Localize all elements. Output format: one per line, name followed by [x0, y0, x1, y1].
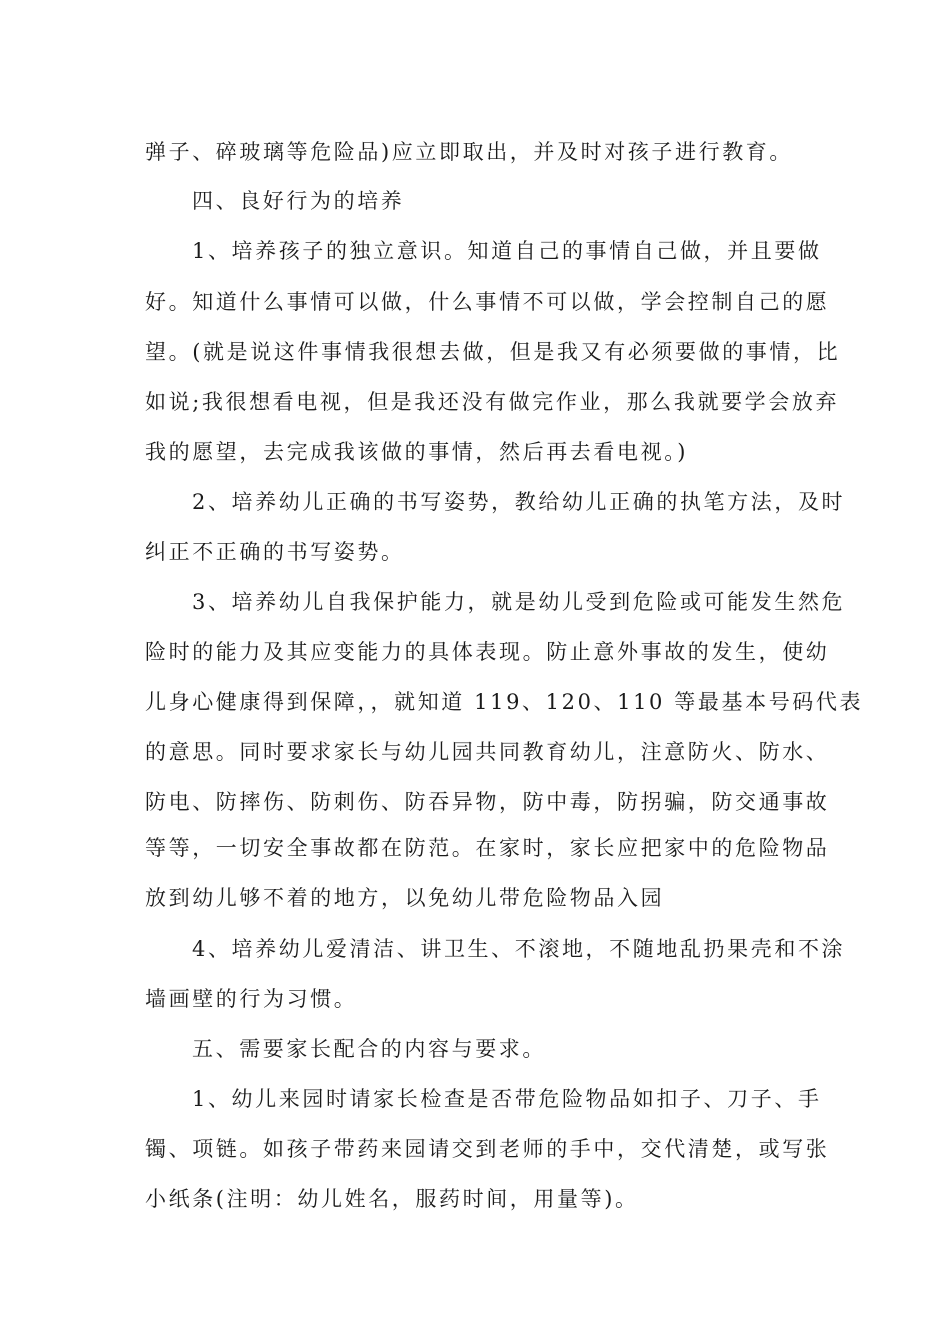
text-line: 墙画壁的行为习惯。: [145, 987, 358, 1011]
text-line: 2、培养幼儿正确的书写姿势，教给幼儿正确的执笔方法，及时: [192, 490, 846, 514]
text-line: 望。(就是说这件事情我很想去做，但是我又有必须要做的事情，比: [145, 340, 841, 364]
text-line: 纠正不正确的书写姿势。: [145, 540, 405, 564]
text-line: 4、培养幼儿爱清洁、讲卫生、不滚地，不随地乱扔果壳和不涂: [192, 937, 846, 961]
text-line: 险时的能力及其应变能力的具体表现。防止意外事故的发生，使幼: [145, 640, 830, 664]
text-line: 好。知道什么事情可以做，什么事情不可以做，学会控制自己的愿: [145, 290, 830, 314]
section-heading: 四、良好行为的培养: [192, 189, 405, 213]
text-line: 的意思。同时要求家长与幼儿园共同教育幼儿，注意防火、防水、: [145, 740, 830, 764]
text-line: 防电、防摔伤、防刺伤、防吞异物，防中毒，防拐骗，防交通事故: [145, 790, 830, 814]
text-line: 1、幼儿来园时请家长检查是否带危险物品如扣子、刀子、手: [192, 1087, 822, 1111]
text-line: 我的愿望，去完成我该做的事情，然后再去看电视。): [145, 440, 689, 464]
text-line: 3、培养幼儿自我保护能力，就是幼儿受到危险或可能发生然危: [192, 590, 846, 614]
text-line: 儿身心健康得到保障，，就知道 119、120、110 等最基本号码代表: [145, 690, 864, 714]
text-line: 1、培养孩子的独立意识。知道自己的事情自己做，并且要做: [192, 239, 822, 263]
text-line: 弹子、碎玻璃等危险品)应立即取出，并及时对孩子进行教育。: [145, 140, 793, 164]
text-line: 小纸条(注明：幼儿姓名，服药时间，用量等)。: [145, 1187, 639, 1211]
text-line: 如说;我很想看电视，但是我还没有做完作业，那么我就要学会放弃: [145, 390, 840, 414]
text-line: 镯、项链。如孩子带药来园请交到老师的手中，交代清楚，或写张: [145, 1137, 830, 1161]
section-heading: 五、需要家长配合的内容与要求。: [192, 1037, 546, 1061]
text-line: 等等，一切安全事故都在防范。在家时，家长应把家中的危险物品: [145, 836, 830, 860]
text-line: 放到幼儿够不着的地方，以免幼儿带危险物品入园: [145, 886, 665, 910]
